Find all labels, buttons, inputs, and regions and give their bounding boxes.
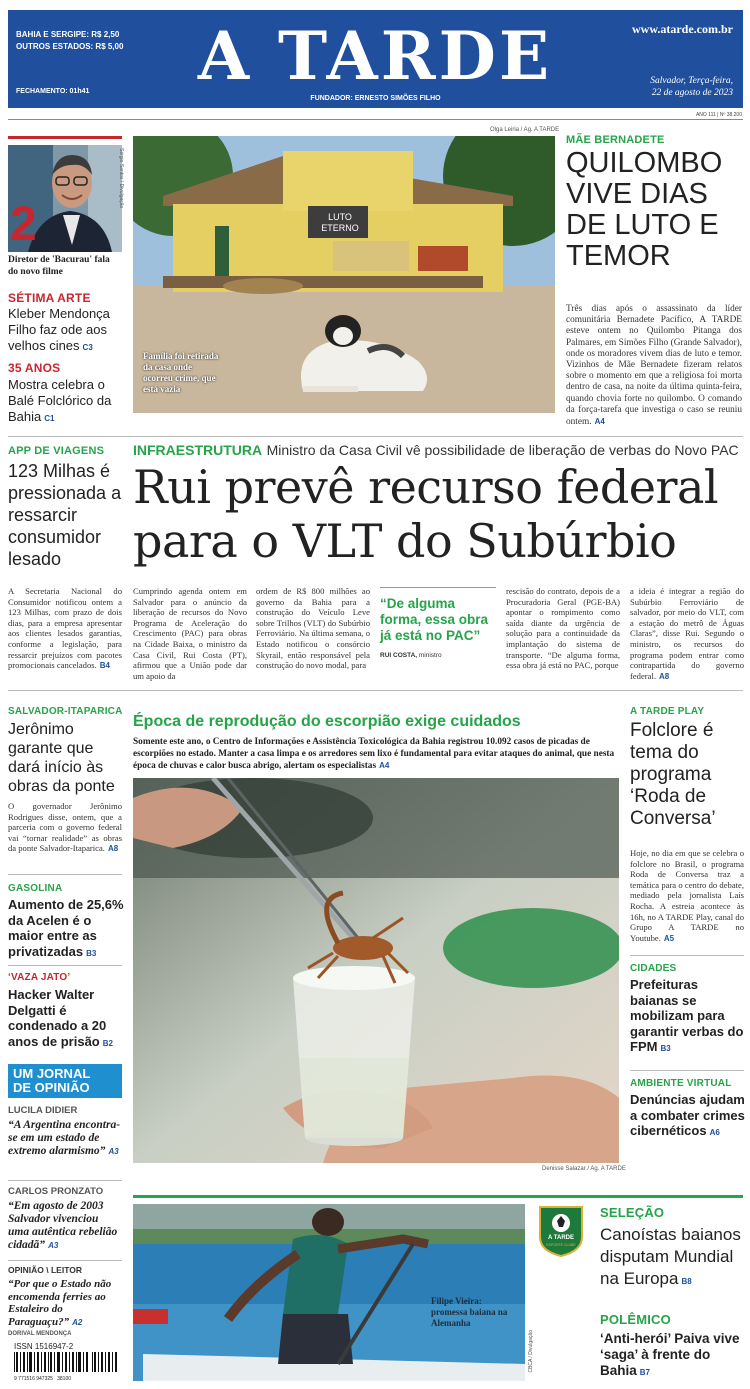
vlt-quote: “De alguma forma, essa obra já está no PAC” [380,596,489,643]
selecao-page: B8 [681,1277,692,1286]
vlt-col1: Cumprindo agenda ontem em Salvador para o anúncio da liberação de recursos do Novo Programa de Aceleração do Crescimento (PAC) para obras na Cidade Baixa, o ministro da Casa Civil, Rui Costa (PT), afirmou que a União pode dar um apoio da [133,586,247,681]
divider [630,1070,744,1071]
folclore-page: A5 [663,933,675,943]
polemico-kicker: POLÊMICO [600,1312,671,1327]
leitor-author: DORIVAL MENDONÇA [8,1331,72,1337]
polemico-text: ‘Anti-herói’ Paiva vive ‘saga’ à frente do Bahia [600,1331,740,1378]
opiniao-quote-2-text: “Em agosto de 2003 Salvador vivenciou uma autêntica rebelião cidadã” [8,1200,118,1251]
vlt-kicker: INFRAESTRUTURA [133,442,263,458]
opiniao-quote-2-page: A3 [48,1241,59,1250]
escorpiao-body [133,737,619,773]
cidades-page: B3 [660,1044,671,1053]
ponte-headline: Jerônimo garante que dará início às obras da ponte [8,721,115,795]
esporte-green-bar [133,1195,743,1198]
canoe-photo-svg [133,1204,525,1381]
esporte-logo-svg [538,1205,584,1257]
vlt-subhead [133,442,743,460]
vlt-col4: rescisão do contrato, depois de a Procuradoria Geral (PGE-BA) apontar o rompimento como saída diante da urgência de solução para a continuidade da implantação do sistema de transporte. “De alguma forma, essa obra já está no PAC, porque [506,586,620,671]
city-day: Salvador, Terça-feira, [650,76,733,86]
director-caption: Diretor de 'Bacurau' fala do novo filme [8,255,110,277]
selecao-headline [600,1224,746,1293]
canoe-photo-caption: Filipe Vieira: promessa baiana na Alemanha [431,1296,508,1328]
ponte-page: A8 [107,844,119,854]
opiniao-author-1: LUCILA DIDIER [8,1105,78,1116]
hacker-page: B2 [102,1038,113,1048]
leitor-quote-text: “Por que o Estado não encomenda ferries ao Estaleiro do Paraguaçu?” [8,1278,112,1328]
vlt-col5 [630,586,744,682]
gasolina-headline [8,897,126,961]
quilombo-kicker: MÃE BERNADETE [566,134,665,146]
opiniao-quote-1 [8,1119,122,1158]
escorpiao-body-text: Somente este ano, o Centro de Informações e Assistência Toxicológica da Bahia registrou 10.092 casos de picadas de escorpiões no estado. Manter a casa limpa e os arredores sem lixo é fundamental para evitar ataques do animal, que nesta época de chuvas e calor busca abrigo, alertam os especialistas [133,737,615,771]
escorpiao-headline: Época de reprodução do escorpião exige cuidados [133,713,521,730]
leitor-label: OPINIÃO \ LEITOR [8,1265,82,1275]
gasolina-kicker: GASOLINA [8,883,63,894]
escorpiao-photo-credit: Denisse Salazar / Ag. A TARDE [542,1166,626,1172]
vlt-quote-attrib [380,652,496,659]
hacker-text: Hacker Walter Delgatti é condenado a 20 anos de prisão [8,987,107,1049]
opiniao-author-2: CARLOS PRONZATO [8,1186,104,1197]
quilombo-photo [133,136,555,413]
price-other-states: OUTROS ESTADOS: R$ 5,00 [16,42,124,51]
folclore-kicker: A TARDE PLAY [630,706,705,717]
milhas-body [8,586,122,672]
polemico-page: B7 [639,1368,650,1377]
35-anos-headline [8,377,122,427]
quilombo-photo-credit: Olga Leiria / Ag. A TARDE [490,127,560,133]
ambiente-page: A6 [709,1128,720,1137]
ambiente-kicker: AMBIENTE VIRTUAL [630,1078,732,1089]
35-anos-text: Mostra celebra o Balé Folclórico da Bahia [8,377,112,424]
vlt-subhead-text: Ministro da Casa Civil vê possibilidade de liberação de verbas do Novo PAC [266,442,739,458]
ponte-body [8,801,122,855]
masthead-title: A TARDE [197,17,553,95]
ambiente-headline [630,1092,746,1141]
canoe-photo-credit: CBCA / Divulgação [528,1330,534,1373]
vlt-quote-author: RUI COSTA, [380,652,418,659]
opiniao-quote-1-page: A3 [108,1147,119,1156]
sign-text: LUTO ETERNO [321,212,359,233]
folclore-body [630,848,744,944]
esporte-logo-sub: ESPORTE CLUBE [546,1243,576,1247]
closing-time: FECHAMENTO: 01h41 [16,88,90,95]
vlt-quote-box [380,587,496,659]
milhas-kicker: APP DE VIAGENS [8,445,105,457]
selecao-text: Canoístas baianos disputam Mundial na Europa [600,1225,741,1288]
edition-number: ANO 111 | Nº 38.200 [695,112,742,118]
setima-arte-kicker: SÉTIMA ARTE [8,291,91,305]
leitor-page: A2 [72,1317,83,1327]
vlt-quote-role: ministro [418,652,442,659]
barcode [14,1352,118,1382]
quilombo-photo-caption: Família foi retirada da casa onde ocorreu crime, que está vazia [143,351,219,394]
35-anos-kicker: 35 ANOS [8,361,61,375]
left-top-redbar [8,136,122,139]
divider [630,955,744,956]
issn: ISSN 1516947-2 [14,1342,74,1351]
vlt-headline: Rui prevê recurso federal para o VLT do Subúrbio [133,460,719,568]
date: 22 de agosto de 2023 [651,88,733,98]
divider [8,1260,122,1261]
founder: FUNDADOR: ERNESTO SIMÕES FILHO [310,95,441,102]
ambiente-text: Denúncias ajudam a combater crimes cibernéticos [630,1092,745,1138]
quilombo-page: A4 [594,417,605,427]
cidades-text: Prefeituras baianas se mobilizam para garantir verbas do FPM [630,977,744,1054]
gasolina-text: Aumento de 25,6% da Acelen é o maior entre as privatizadas [8,897,124,959]
masthead [8,10,743,108]
opiniao-quote-1-text: “A Argentina encontra-se em um estado de extremo alarmismo” [8,1119,121,1157]
divider [8,119,743,120]
milhas-body-text: A Secretaria Nacional do Consumidor notificou ontem a 123 Milhas, com prazo de dois dias, para a empresa apresentar aos clientes lesados garantias, conforme a legislação, para ressarcir prejuízos com pacotes promocionais cancelados. [8,586,122,671]
website: www.atarde.com.br [632,22,733,36]
ponte-body-text: O governador Jerônimo Rodrigues disse, ontem, que a parceria com o governo federal vai “tornar realidade” as obras da ponte Salvador-Itaparica. [8,801,122,854]
opiniao-quote-2 [8,1200,122,1252]
escorpiao-photo-svg [133,778,619,1163]
divider [8,874,122,875]
cidades-headline [630,977,746,1057]
price-ba-se: BAHIA E SERGIPE: R$ 2,50 [16,30,120,39]
hacker-headline [8,987,122,1051]
setima-arte-headline [8,306,122,356]
director-photo [8,145,122,252]
setima-arte-page: C3 [82,343,93,352]
setima-arte-text: Kleber Mendonça Filho faz ode aos velhos cines [8,306,110,353]
barcode-svg [14,1352,118,1372]
opiniao-banner [8,1064,122,1098]
cidades-kicker: CIDADES [630,963,677,974]
milhas-page: B4 [99,661,111,671]
vlt-page: A8 [659,671,670,681]
quilombo-headline: QUILOMBO VIVE DIAS DE LUTO E TEMOR [566,147,723,272]
quilombo-body-text: Três dias após o assassinato da líder comunitária Bernadete Pacífico, A TARDE esteve ontem no Quilombo Pitanga dos Palmares, em Simões Filho (Grande Salvador), onde os moradores vivem dias de luto e temor. Vizinhos de Mãe Bernadete fizeram relatos sobre o momento em que a religiosa foi morta dentro de casa, na noite da última quinta-feira, quando chovia forte no quilombo. O comando da força-tarefa que investiga o caso se reuniu ontem. [566,304,742,428]
milhas-headline: 123 Milhas é pressionada a ressarcir consumidor lesado [8,461,122,569]
opiniao-banner-text: UM JORNAL DE OPINIÃO [13,1066,91,1095]
vlt-col2: ordem de R$ 800 milhões ao governo da Bahia para a construção do Veículo Leve sobre Trilhos (VLT) do Subúrbio Ferroviário. Na última semana, o Estado notificou o consórcio Skyrail, então responsável pela construção do novo modal, para [256,586,370,671]
quilombo-body [566,304,742,428]
hacker-kicker: ‘VAZA JATO’ [8,972,71,983]
gasolina-page: B3 [86,948,97,958]
escorpiao-page: A4 [379,761,390,770]
director-photo-credit: Sérgio Santos / Divulgação [118,148,124,209]
polemico-headline [600,1331,746,1381]
folclore-headline: Folclore é tema do programa ‘Roda de Conversa’ [630,720,716,829]
photo-number: 2 [10,198,37,251]
ponte-kicker: SALVADOR-ITAPARICA [8,706,123,717]
divider [8,436,743,437]
folclore-body-text: Hoje, no dia em que se celebra o folclore no Brasil, o programa Roda de Conversa traz a temática para o centro do debate, mediado pela jornalista Laís Rocha. A estreia acontece às 16h, no A TARDE Play, canal do Grupo A TARDE no Youtube. [630,848,744,943]
vlt-col5-text: a ideia é integrar a região do Subúrbio Ferroviário de salvador, por meio do VLT, com a estação do metrô de Águas Claras”, disse Rui. Segundo o ministro, os recursos do programa podem entrar como contrapartida do governo federal. [630,586,744,681]
escorpiao-photo [133,778,619,1163]
leitor-quote [8,1278,122,1329]
esporte-logo [538,1205,584,1257]
barcode-number: 9 771516 947325 38100 [14,1376,71,1382]
esporte-logo-text: A TARDE [548,1235,574,1241]
divider [8,965,122,966]
canoe-photo [133,1204,525,1381]
35-anos-page: C1 [44,414,55,423]
divider [8,690,743,691]
selecao-kicker: SELEÇÃO [600,1205,665,1220]
divider [8,1180,122,1181]
